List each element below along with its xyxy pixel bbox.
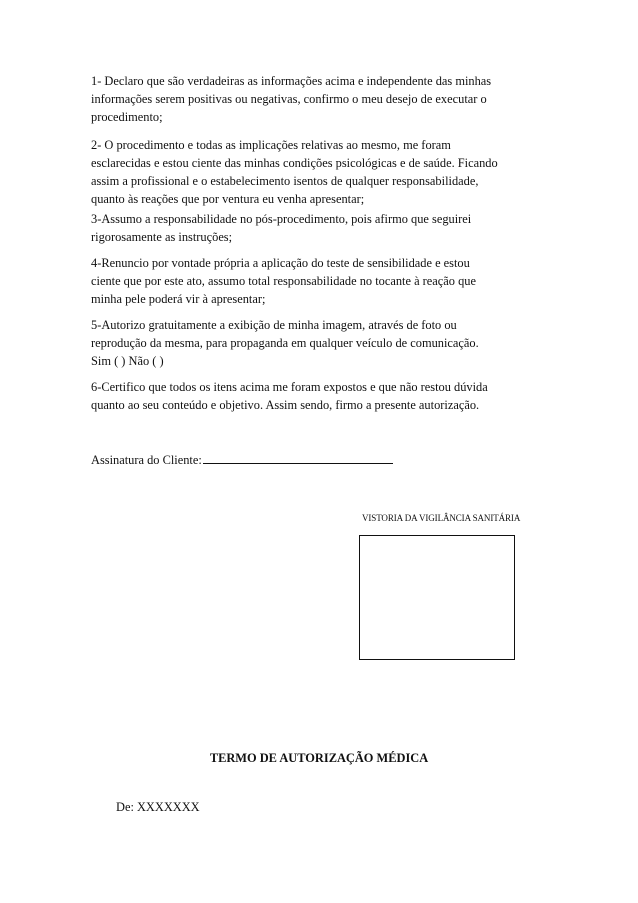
document-title-text: TERMO DE AUTORIZAÇÃO MÉDICA <box>209 751 429 765</box>
item-4-line-1: 4-Renuncio por vontade própria a aplicação do teste de sensibilidade e estou <box>91 256 470 270</box>
item-2-paragraph <box>91 136 547 208</box>
item-1-line-3: procedimento; <box>91 110 163 124</box>
document-title <box>0 751 638 766</box>
vistoria-box <box>359 535 515 660</box>
item-5-paragraph <box>91 316 547 370</box>
item-1-line-1: 1- Declaro que são verdadeiras as informações acima e independente das minhas <box>91 74 492 88</box>
item-5-line-1: 5-Autorizo gratuitamente a exibição de minha imagem, através de foto ou <box>91 318 457 332</box>
from-line: De: XXXXXXX <box>116 800 200 814</box>
item-3-line-2: rigorosamente as instruções; <box>91 230 233 244</box>
signature-label: Assinatura do Cliente: <box>91 453 202 467</box>
signature-line <box>203 451 393 464</box>
item-6-line-1: 6-Certifico que todos os itens acima me foram expostos e que não restou dúvida <box>91 380 488 394</box>
item-2-line-4: quanto às reações que por ventura eu venha apresentar; <box>91 192 365 206</box>
item-5-line-2: reprodução da mesma, para propaganda em qualquer veículo de comunicação. <box>91 336 479 350</box>
item-6-line-2: quanto ao seu conteúdo e objetivo. Assim sendo, firmo a presente autorização. <box>91 398 480 412</box>
item-4-paragraph <box>91 254 547 308</box>
item-6-paragraph <box>91 378 547 414</box>
item-2-line-3: assim a profissional e o estabelecimento isentos de qualquer responsabilidade, <box>91 174 479 188</box>
vistoria-label: VISTORIA DA VIGILÂNCIA SANITÁRIA <box>362 513 521 523</box>
item-2-line-1: 2- O procedimento e todas as implicações relativas ao mesmo, me foram <box>91 138 451 152</box>
signature-row <box>91 451 393 469</box>
item-2-line-2: esclarecidas e estou ciente das minhas condições psicológicas e de saúde. Ficando <box>91 156 498 170</box>
item-4-line-3: minha pele poderá vir à apresentar; <box>91 292 266 306</box>
item-3-paragraph <box>91 210 547 246</box>
item-1-paragraph <box>91 72 547 126</box>
item-1-line-2: informações serem positivas ou negativas, confirmo o meu desejo de executar o <box>91 92 487 106</box>
item-3-line-1: 3-Assumo a responsabilidade no pós-procedimento, pois afirmo que seguirei <box>91 212 472 226</box>
item-5-consent-options: Sim ( ) Não ( ) <box>91 354 164 368</box>
item-4-line-2: ciente que por este ato, assumo total responsabilidade no tocante à reação que <box>91 274 476 288</box>
